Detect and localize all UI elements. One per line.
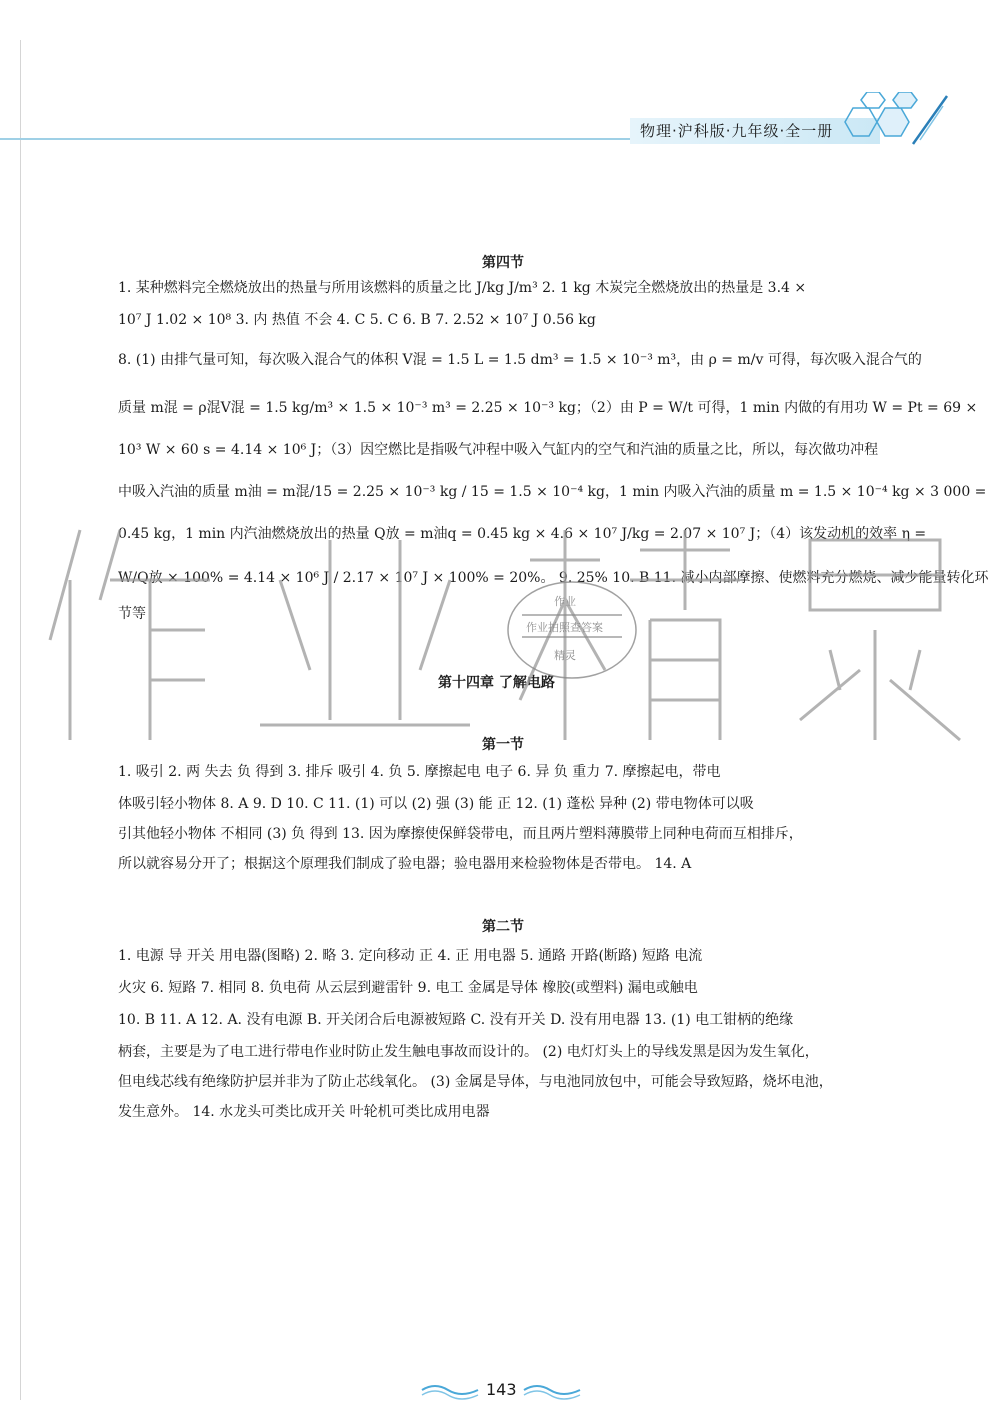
page-wave-left-icon bbox=[420, 1380, 480, 1400]
chapter-title: 第十四章 了解电路 bbox=[438, 675, 555, 691]
answer-line: 节等 bbox=[118, 606, 146, 622]
answer-line: 但电线芯线有绝缘防护层并非为了防止芯线氧化。 (3) 金属是导体，与电池同放包中，可能会导致短路，烧坏电池， bbox=[118, 1074, 833, 1090]
answer-line: 发生意外。 14. 水龙头可类比成开关 叶轮机可类比成用电器 bbox=[118, 1104, 490, 1120]
stamp-line3: 精灵 bbox=[554, 649, 576, 662]
answer-line: 火灾 6. 短路 7. 相同 8. 负电荷 从云层到避雷针 9. 电工 金属是导体 橡胶(或塑料) 漏电或触电 bbox=[118, 980, 698, 996]
answer-line: 0.45 kg，1 min 内汽油燃烧放出的热量 Q放 = m油q = 0.45 kg × 4.6 × 10⁷ J/kg = 2.07 × 10⁷ J；（4）该发动机的效率 η = bbox=[118, 526, 927, 542]
stamp-line1: 作业 bbox=[554, 595, 576, 608]
page-number: 143 bbox=[486, 1380, 517, 1399]
section-heading-2: 第二节 bbox=[482, 919, 524, 935]
answer-line: 10. B 11. A 12. A. 没有电源 B. 开关闭合后电源被短路 C. 没有开关 D. 没有用电器 13. (1) 电工钳柄的绝缘 bbox=[118, 1012, 794, 1028]
book-title: 物理·沪科版·九年级·全一册 bbox=[640, 122, 834, 140]
answer-line: 引其他轻小物体 不相同 (3) 负 得到 13. 因为摩擦使保鲜袋带电，而且两片塑料薄膜带上同种电荷而互相排斥， bbox=[118, 826, 803, 842]
stamp-line2: 作业拍照查答案 bbox=[526, 621, 603, 634]
watermark-stamp bbox=[502, 575, 642, 685]
answer-line: 8. (1) 由排气量可知，每次吸入混合气的体积 V混 = 1.5 L = 1.5 dm³ = 1.5 × 10⁻³ m³，由 ρ = m/v 可得，每次吸入混合气的 bbox=[118, 352, 922, 368]
page-binding-rule bbox=[20, 40, 21, 1400]
answer-line: 1. 吸引 2. 两 失去 负 得到 3. 排斥 吸引 4. 负 5. 摩擦起电 电子 6. 异 负 重力 7. 摩擦起电，带电 bbox=[118, 764, 721, 780]
header-rule bbox=[0, 138, 640, 140]
answer-line: 所以就容易分开了；根据这个原理我们制成了验电器；验电器用来检验物体是否带电。 14. A bbox=[118, 856, 692, 872]
answer-line: 1. 某种燃料完全燃烧放出的热量与所用该燃料的质量之比 J/kg J/m³ 2. 1 kg 木炭完全燃烧放出的热量是 3.4 × bbox=[118, 280, 807, 296]
section-heading-1: 第一节 bbox=[482, 737, 524, 753]
section-heading-4: 第四节 bbox=[482, 255, 524, 271]
answer-line: 体吸引轻小物体 8. A 9. D 10. C 11. (1) 可以 (2) 强 (3) 能 正 12. (1) 蓬松 异种 (2) 带电物体可以吸 bbox=[118, 796, 754, 812]
watermark-logo bbox=[40, 520, 990, 750]
page-wave-right-icon bbox=[522, 1380, 582, 1400]
answer-line: W/Q放 × 100% = 4.14 × 10⁶ J / 2.17 × 10⁷ J × 100% = 20%。 9. 25% 10. B 11. 减小内部摩擦、使燃料充分燃烧、减少能量转化环 bbox=[118, 570, 989, 586]
answer-line: 10⁷ J 1.02 × 10⁸ 3. 内 热值 不会 4. C 5. C 6. B 7. 2.52 × 10⁷ J 0.56 kg bbox=[118, 312, 596, 328]
answer-line: 柄套，主要是为了电工进行带电作业时防止发生触电事故而设计的。 (2) 电灯灯头上的导线发黑是因为发生氧化， bbox=[118, 1044, 819, 1060]
answer-line: 质量 m混 = ρ混V混 = 1.5 kg/m³ × 1.5 × 10⁻³ m³ = 2.25 × 10⁻³ kg；（2）由 P = W/t 可得，1 min 内做的有用功 W = Pt = 69 × bbox=[118, 400, 978, 416]
answer-line: 10³ W × 60 s = 4.14 × 10⁶ J；（3）因空燃比是指吸气冲程中吸入气缸内的空气和汽油的质量之比，所以，每次做功冲程 bbox=[118, 442, 879, 458]
hexagon-decoration-icon bbox=[835, 92, 955, 152]
answer-line: 中吸入汽油的质量 m油 = m混/15 = 2.25 × 10⁻³ kg / 15 = 1.5 × 10⁻⁴ kg，1 min 内吸入汽油的质量 m = 1.5 × 10⁻⁴ kg × 3 000 = bbox=[118, 484, 987, 500]
answer-line: 1. 电源 导 开关 用电器(图略) 2. 略 3. 定向移动 正 4. 正 用电器 5. 通路 开路(断路) 短路 电流 bbox=[118, 948, 703, 964]
